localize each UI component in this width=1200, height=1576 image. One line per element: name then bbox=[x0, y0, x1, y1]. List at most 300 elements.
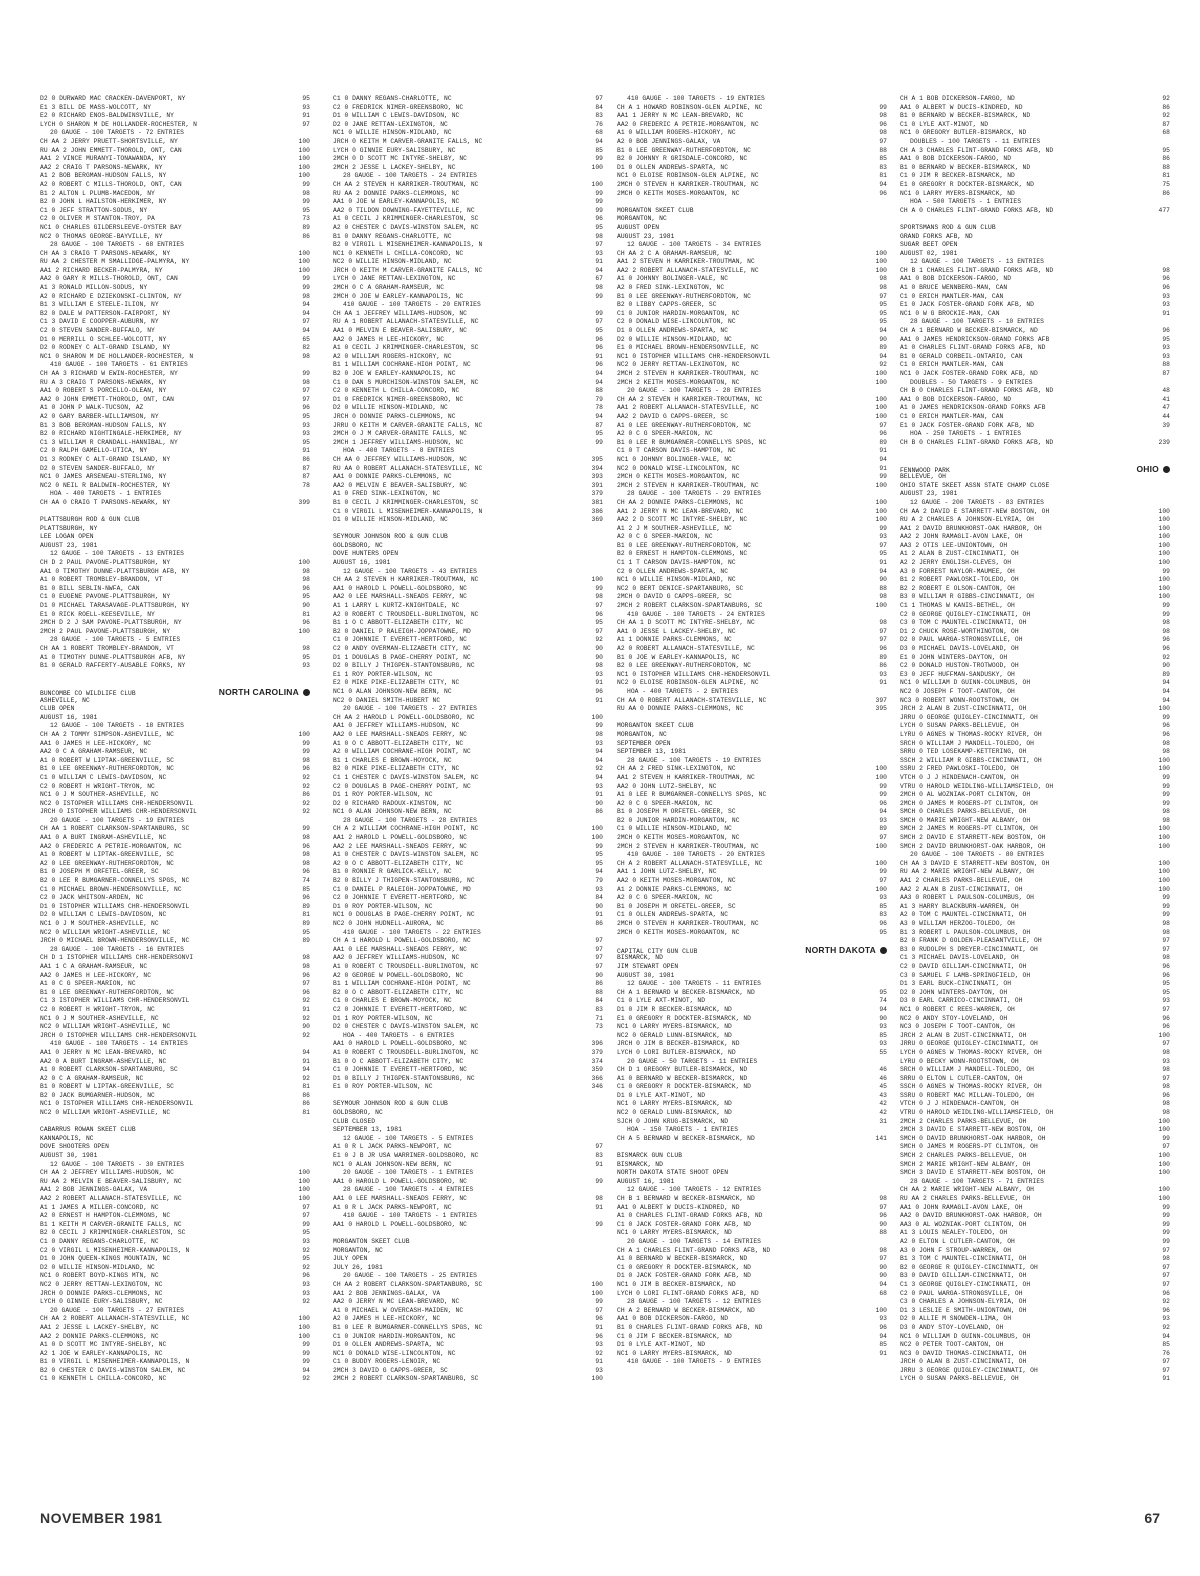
result-text: C1 0 JUNIOR HARDIN-MORGANTON, NC bbox=[333, 1332, 456, 1340]
result-row bbox=[617, 250, 887, 259]
result-text: C2 0 JACK WHITSON-ARDEN, NC bbox=[40, 894, 144, 902]
score: 395 bbox=[875, 705, 887, 713]
result-row bbox=[333, 791, 603, 800]
result-text: CH AA 2 MARIE WRIGHT-NEW ALBANY, OH bbox=[900, 1186, 1035, 1194]
result-text: CH B 1 CHARLES FLINT-GRAND FORKS AFB, ND bbox=[900, 266, 1054, 274]
result-text: A1 0 ROBERT W LIPTAK-GREENVILLE, SC bbox=[40, 756, 175, 764]
result-text: CH AA 2 FRED SINK-LEXINGTON, NC bbox=[617, 765, 736, 773]
result-row bbox=[900, 593, 1170, 602]
score: 93 bbox=[879, 894, 887, 902]
score: 93 bbox=[302, 1280, 310, 1288]
result-text: FENNWOOD PARK bbox=[900, 466, 950, 474]
result-row bbox=[900, 533, 1170, 542]
score: 31 bbox=[879, 1117, 887, 1125]
club-header-line bbox=[900, 473, 1170, 482]
event-header-line bbox=[333, 1169, 603, 1178]
result-row bbox=[333, 825, 603, 834]
result-row bbox=[900, 1169, 1170, 1178]
result-text: C2 0 GEORGE QUIGLEY-CINCINNATI, OH bbox=[900, 610, 1031, 618]
result-text: 2MCH 3 DAVID E STARRETT-NEW BOSTON, OH bbox=[900, 1126, 1046, 1134]
score: 98 bbox=[302, 378, 310, 386]
score: 91 bbox=[879, 447, 887, 455]
score: 94 bbox=[595, 868, 603, 876]
result-text: A1 0 BRUCE WENNBERG-MAN, CAN bbox=[900, 284, 1008, 292]
event-header-line bbox=[900, 430, 1170, 439]
result-text: A2 0 ROBERT C TROUSDELL-BURLINGTON, NC bbox=[333, 610, 479, 618]
result-row bbox=[900, 275, 1170, 284]
score: 100 bbox=[875, 498, 887, 506]
score: 93 bbox=[879, 816, 887, 824]
club-header-line bbox=[617, 224, 887, 233]
result-text: A1 0 CHARLES FLINT-GRAND FORKS AFB, ND bbox=[617, 1212, 763, 1220]
result-row bbox=[900, 671, 1170, 680]
result-text: C2 0 JOHNNIE T EVERETT-HERTFORD, NC bbox=[333, 894, 468, 902]
result-row bbox=[333, 318, 603, 327]
club-header-line bbox=[333, 533, 603, 542]
score: 99 bbox=[1162, 799, 1170, 807]
result-text: NC1 0 ROBERT C REES-WARREN, OH bbox=[900, 1005, 1015, 1013]
score: 95 bbox=[302, 206, 310, 214]
result-text: AUGUST 16, 1981 bbox=[333, 559, 391, 567]
score: 94 bbox=[879, 352, 887, 360]
score: 96 bbox=[879, 189, 887, 197]
result-row bbox=[900, 95, 1170, 104]
score: 100 bbox=[875, 765, 887, 773]
result-row bbox=[617, 636, 887, 645]
result-row bbox=[617, 929, 887, 938]
result-text: CH A 3 CHARLES FLINT-GRAND FORKS AFB, ND bbox=[900, 146, 1054, 154]
score: 96 bbox=[1162, 636, 1170, 644]
result-text: NC1 0 LARRY MYERS-BISMARCK, ND bbox=[617, 1023, 732, 1031]
score: 93 bbox=[1162, 292, 1170, 300]
result-text: D3 0 EARL CARRICO-CINCINNATI, OH bbox=[900, 997, 1023, 1005]
score: 92 bbox=[302, 1263, 310, 1271]
result-row bbox=[900, 963, 1170, 972]
result-row bbox=[617, 465, 887, 474]
state-name: NORTH CAROLINA bbox=[218, 686, 299, 697]
result-row bbox=[900, 688, 1170, 697]
result-row bbox=[900, 1049, 1170, 1058]
result-text: RU AA 2 CHESTER M SMALLIDGE-PALMYRA, NY bbox=[40, 258, 190, 266]
score: 100 bbox=[1158, 885, 1170, 893]
result-text: A1 1 LARRY L KURTZ-KNIGHTDALE, NC bbox=[333, 602, 460, 610]
result-row bbox=[900, 1212, 1170, 1221]
score: 94 bbox=[595, 773, 603, 781]
result-text: LYCH 0 LORI BUTLER-BISMARCK, ND bbox=[617, 1048, 736, 1056]
result-text: E1 0 ROY PORTER-WILSON, NC bbox=[333, 1083, 433, 1091]
score: 100 bbox=[591, 163, 603, 171]
result-row bbox=[900, 929, 1170, 938]
result-text: D1 0 MICHAEL TARASAVAGE-PLATTSBURGH, NY bbox=[40, 602, 190, 610]
result-row bbox=[333, 946, 603, 955]
spacer bbox=[40, 508, 310, 517]
result-row bbox=[40, 104, 310, 113]
result-text: 2MCH 3 DAVID G CAPPS-GREER, SC bbox=[333, 1366, 448, 1374]
result-text: NC1 0 ISTOPHER WILLIAMS CHR-HENDERSONVIL bbox=[617, 670, 771, 678]
result-text: AA1 0 HAROLD L POWELL-GOLDSBORO, NC bbox=[333, 584, 468, 592]
result-text: 2MCH 2 KEITH MOSES-MORGANTON, NC bbox=[617, 378, 740, 386]
score: 100 bbox=[875, 885, 887, 893]
club-header-line bbox=[333, 1109, 603, 1118]
result-text: C1 0 LYLE AXT-MINOT, ND bbox=[617, 997, 706, 1005]
score: 99 bbox=[1162, 1229, 1170, 1237]
result-text: JRCH 0 JIM B BECKER-BISMARCK, ND bbox=[617, 1040, 740, 1048]
club-header-line bbox=[333, 1126, 603, 1135]
result-row bbox=[617, 783, 887, 792]
score: 100 bbox=[875, 602, 887, 610]
score: 79 bbox=[595, 877, 603, 885]
event-header-line bbox=[617, 1238, 887, 1247]
result-text: A2 0 C A GRAHAM-RAMSEUR, NC bbox=[40, 1074, 144, 1082]
score: 93 bbox=[595, 670, 603, 678]
score: 100 bbox=[875, 395, 887, 403]
result-text: NC2 0 ISTOPHER WILLIAMS CHR-HENDERSONVIL bbox=[40, 799, 194, 807]
result-text: 410 GAUGE - 100 TARGETS - 20 ENTRIES bbox=[343, 301, 481, 309]
result-text: B1 0 VIRGIL L MISENHEIMER-KANNAPOLIS, N bbox=[40, 1358, 190, 1366]
score: 86 bbox=[1162, 103, 1170, 111]
score: 96 bbox=[879, 920, 887, 927]
result-text: SRCH 0 WILLIAM J MANDELL-TOLEDO, OH bbox=[900, 739, 1035, 747]
score: 100 bbox=[298, 155, 310, 163]
result-text: D1 0 LYLE AXT-MINOT, ND bbox=[617, 1341, 706, 1349]
result-text: A1 0 CECIL J KRIMMINGER-CHARLESTON, SC bbox=[333, 344, 479, 352]
result-row bbox=[900, 911, 1170, 920]
score: 91 bbox=[1162, 1375, 1170, 1383]
result-row bbox=[617, 379, 887, 388]
result-row bbox=[333, 1221, 603, 1230]
score: 99 bbox=[595, 198, 603, 206]
score: 98 bbox=[302, 645, 310, 652]
result-text: A2 0 BOB JENNINGS-GALAX, VA bbox=[617, 137, 721, 145]
result-row bbox=[617, 370, 887, 379]
result-text: A1 0 JOHNNY BOLINGER-VALE, NC bbox=[617, 275, 729, 283]
result-row bbox=[900, 190, 1170, 199]
result-text: AA1 2 BOB JENNINGS-GALAX, VA bbox=[40, 1186, 148, 1194]
score: 96 bbox=[595, 361, 603, 369]
result-text: C1 0 GREGORY R DOCKTER-BISMARCK, ND bbox=[617, 1263, 752, 1271]
score: 98 bbox=[302, 756, 310, 764]
result-text: C1 0 GREGORY R DOCKTER-BISMARCK, ND bbox=[617, 1083, 752, 1091]
result-text: NC2 0 BERT DENICE-SPARTANBURG, SC bbox=[617, 584, 744, 592]
score: 99 bbox=[302, 1358, 310, 1366]
score: 95 bbox=[1162, 988, 1170, 996]
result-text: C2 0 STEVEN SANDER-BUFFALO, NY bbox=[40, 327, 155, 335]
result-text: A1 2 ALAN B ZUST-CINCINNATI, OH bbox=[900, 550, 1019, 558]
result-row bbox=[617, 396, 887, 405]
result-row bbox=[900, 1264, 1170, 1273]
score: 97 bbox=[595, 602, 603, 610]
score: 92 bbox=[1162, 112, 1170, 120]
score: 96 bbox=[879, 645, 887, 652]
result-row bbox=[40, 937, 310, 946]
spacer bbox=[900, 215, 1170, 224]
result-row bbox=[900, 1040, 1170, 1049]
result-text: LEE LOGAN OPEN bbox=[40, 533, 94, 541]
result-row bbox=[900, 129, 1170, 138]
result-text: C1 0 LYLE AXT-MINOT, ND bbox=[900, 120, 989, 128]
score: 99 bbox=[595, 584, 603, 592]
result-row bbox=[617, 1247, 887, 1256]
result-row bbox=[617, 585, 887, 594]
score: 85 bbox=[1162, 1341, 1170, 1349]
result-row bbox=[40, 834, 310, 843]
result-row bbox=[333, 671, 603, 680]
score: 81 bbox=[302, 911, 310, 919]
result-row bbox=[617, 275, 887, 284]
result-text: 20 GAUGE - 100 TARGETS - 27 ENTRIES bbox=[50, 1306, 185, 1314]
result-text: E1 0 MICHAEL BROWN-HENDERSONVILLE, NC bbox=[617, 344, 759, 352]
result-row bbox=[617, 1212, 887, 1221]
score: 100 bbox=[875, 412, 887, 420]
event-header-line bbox=[333, 172, 603, 181]
result-text: SMCH 2 MARIE WRIGHT-NEW ALBANY, OH bbox=[900, 1160, 1031, 1168]
result-row bbox=[900, 301, 1170, 310]
club-header-line bbox=[617, 1152, 887, 1161]
result-text: NC2 0 WILLIAM WRIGHT-ASHEVILLE, NC bbox=[40, 928, 171, 936]
score: 96 bbox=[879, 1212, 887, 1220]
result-row bbox=[40, 198, 310, 207]
spacer bbox=[900, 456, 1170, 465]
result-text: NC1 0 WILLIAM D GUINN-COLUMBUS, OH bbox=[900, 679, 1031, 687]
score: 94 bbox=[302, 1366, 310, 1374]
result-text: AA1 2 JERRY N MC LEAN-BREVARD, NC bbox=[617, 507, 744, 515]
result-row bbox=[40, 1032, 310, 1041]
result-row bbox=[617, 499, 887, 508]
result-text: CH AA 2 DONNIE PARKS-CLEMMONS, NC bbox=[617, 498, 744, 506]
result-row bbox=[900, 774, 1170, 783]
result-text: E1 0 J B JR USA WARRINER-GOLDSBORO, NC bbox=[333, 1152, 479, 1160]
score: 94 bbox=[1162, 679, 1170, 687]
spacer bbox=[333, 525, 603, 534]
score: 100 bbox=[875, 842, 887, 850]
result-row bbox=[40, 215, 310, 224]
result-row bbox=[900, 516, 1170, 525]
result-row bbox=[617, 1341, 887, 1350]
event-header-line bbox=[617, 241, 887, 250]
score: 88 bbox=[595, 387, 603, 395]
score: 90 bbox=[879, 335, 887, 343]
club-header-line bbox=[40, 516, 310, 525]
result-row bbox=[900, 104, 1170, 113]
result-row bbox=[333, 714, 603, 723]
result-row bbox=[40, 1281, 310, 1290]
result-text: NC1 0 SHARON M DE HOLLANDER-ROCHESTER, N bbox=[40, 352, 194, 360]
result-text: MORGANTON SKEET CLUB bbox=[617, 722, 694, 730]
result-row bbox=[333, 1324, 603, 1333]
score: 97 bbox=[595, 95, 603, 102]
result-row bbox=[333, 112, 603, 121]
score: 83 bbox=[595, 1005, 603, 1013]
score: 91 bbox=[879, 679, 887, 687]
result-row bbox=[40, 353, 310, 362]
score: 96 bbox=[879, 430, 887, 438]
result-row bbox=[617, 473, 887, 482]
score: 99 bbox=[879, 868, 887, 876]
result-text: AUGUST 23, 1981 bbox=[617, 232, 675, 240]
result-text: JRCH 0 KEITH M CARVER-GRANITE FALLS, NC bbox=[333, 266, 483, 274]
result-text: RU A 3 CRAIG T PARSONS-NEWARK, NY bbox=[40, 378, 167, 386]
result-text: B2 0 GEORGE R QUIGLEY-CINCINNATI, OH bbox=[900, 1263, 1038, 1271]
result-text: NC1 0 LARRY MYERS-BISMARCK, ND bbox=[617, 1100, 732, 1108]
score: 99 bbox=[1162, 902, 1170, 910]
score: 98 bbox=[1162, 627, 1170, 635]
score: 99 bbox=[302, 739, 310, 747]
result-text: B1 0 JOSEPH M ORFETEL-GREER, SC bbox=[617, 808, 736, 816]
result-text: A2 0 RICHARD E DZIEKONSKI-CLINTON, NY bbox=[40, 292, 182, 300]
result-row bbox=[333, 95, 603, 104]
result-row bbox=[617, 112, 887, 121]
score: 98 bbox=[1162, 954, 1170, 962]
score: 85 bbox=[879, 155, 887, 163]
result-text: C2 0 OLIVER M STANTON-TROY, PA bbox=[40, 215, 155, 223]
event-header-line bbox=[900, 851, 1170, 860]
result-row bbox=[333, 1066, 603, 1075]
result-row bbox=[40, 439, 310, 448]
result-text: MORGANTON, NC bbox=[617, 215, 667, 223]
score: 97 bbox=[302, 120, 310, 128]
result-row bbox=[333, 611, 603, 620]
score: 96 bbox=[1162, 1091, 1170, 1099]
score: 366 bbox=[591, 1074, 603, 1082]
score: 359 bbox=[591, 1066, 603, 1074]
result-row bbox=[40, 387, 310, 396]
result-row bbox=[40, 233, 310, 242]
result-text: AA2 0 A BURT INGRAM-ASHEVILLE, NC bbox=[40, 1057, 167, 1065]
score: 97 bbox=[1162, 1358, 1170, 1366]
score: 90 bbox=[302, 1023, 310, 1031]
result-text: RU AA 2 DONNIE PARKS-CLEMMONS, NC bbox=[333, 189, 460, 197]
result-text: A3 0 FORREST NAYLOR-MAUMEE, OH bbox=[900, 567, 1015, 575]
result-text: D2 0 JOHN WINTERS-DAYTON, OH bbox=[900, 988, 1008, 996]
footer-month: NOVEMBER 1981 bbox=[40, 1510, 163, 1526]
score: 99 bbox=[1162, 1212, 1170, 1220]
result-row bbox=[900, 155, 1170, 164]
result-row bbox=[617, 1229, 887, 1238]
result-text: AA1 0 HAROLD L POWELL-GOLDSBORO, NC bbox=[333, 1220, 468, 1228]
result-text: A1 0 ROBERT C TROUSDELL-BURLINGTON, NC bbox=[333, 1048, 479, 1056]
result-text: CH AA 1 ROBERT TROMBLEY-BRANDON, VT bbox=[40, 645, 175, 652]
result-text: B1 0 JOSEPH M ORFETEL-GREER, SC bbox=[617, 902, 736, 910]
result-row bbox=[617, 447, 887, 456]
club-header-line bbox=[617, 954, 887, 963]
result-row bbox=[900, 181, 1170, 190]
score: 84 bbox=[595, 103, 603, 111]
result-row bbox=[900, 1315, 1170, 1324]
result-text: A1 2 J M SOUTHER-ASHEVILLE, NC bbox=[617, 524, 732, 532]
score: 81 bbox=[879, 172, 887, 180]
score: 98 bbox=[879, 129, 887, 137]
score: 92 bbox=[1162, 1298, 1170, 1306]
result-row bbox=[900, 877, 1170, 886]
result-row bbox=[40, 877, 310, 886]
result-text: 410 GAUGE - 100 TARGETS - 9 ENTRIES bbox=[627, 1358, 762, 1366]
score: 97 bbox=[595, 318, 603, 326]
result-row bbox=[333, 679, 603, 688]
result-text: C1 0 ERICH MANTLER-MAN, CAN bbox=[900, 412, 1004, 420]
result-text: CH A 2 WILLIAM COCHRANE-HIGH POINT, NC bbox=[333, 825, 479, 833]
score: 90 bbox=[879, 1220, 887, 1228]
result-text: 2MCH 0 STEVEN H KARRIKER-TROUTMAN, NC bbox=[617, 180, 759, 188]
result-row bbox=[900, 1032, 1170, 1041]
score: 92 bbox=[595, 1349, 603, 1357]
score: 100 bbox=[591, 1375, 603, 1383]
result-row bbox=[333, 190, 603, 199]
result-row bbox=[617, 568, 887, 577]
score: 99 bbox=[1162, 610, 1170, 618]
result-text: D1 0 BILLY J THIGPEN-STANTONSBURG, NC bbox=[333, 1074, 475, 1082]
result-row bbox=[900, 1229, 1170, 1238]
result-text: B3 0 RUDOLPH S DREYER-CINCINNATI, OH bbox=[900, 945, 1038, 953]
result-text: 12 GAUGE - 100 TARGETS - 13 ENTRIES bbox=[50, 550, 185, 558]
result-text: AA2 0 FREDERIC A PETRIE-MORGANTON, NC bbox=[40, 842, 182, 850]
result-row bbox=[40, 404, 310, 413]
result-row bbox=[900, 740, 1170, 749]
result-row bbox=[333, 138, 603, 147]
result-row bbox=[617, 172, 887, 181]
score: 97 bbox=[1162, 937, 1170, 945]
result-text: RU AA 0 ROBERT ALLANACH-STATESVILLE, NC bbox=[333, 464, 483, 472]
score: 85 bbox=[595, 146, 603, 154]
result-text: 2MCH 0 C A GRAHAM-RAMSEUR, NC bbox=[333, 284, 445, 292]
result-row bbox=[333, 1350, 603, 1359]
club-header-line bbox=[40, 1126, 310, 1135]
result-text: E1 0 JACK FOSTER-GRAND FORK AFB, ND bbox=[900, 301, 1035, 309]
result-text: DOVE SHOOTERS OPEN bbox=[40, 1143, 109, 1151]
result-row bbox=[900, 937, 1170, 946]
result-text: 28 GAUGE - 100 TARGETS - 5 ENTRIES bbox=[50, 636, 181, 644]
result-row bbox=[900, 404, 1170, 413]
result-text: B2 0 JOE W EARLEY-KANNAPOLIS, NC bbox=[333, 370, 456, 377]
score: 88 bbox=[1162, 361, 1170, 369]
result-text: B1 1 O C ABBOTT-ELIZABETH CITY, NC bbox=[333, 619, 464, 627]
result-text: 20 GAUGE - 100 TARGETS - 14 ENTRIES bbox=[627, 1237, 762, 1245]
score: 95 bbox=[879, 301, 887, 309]
score: 99 bbox=[302, 1349, 310, 1357]
result-text: 2MCH 0 KEITH MOSES-MORGANTON, NC bbox=[617, 189, 740, 197]
score: 94 bbox=[302, 1048, 310, 1056]
result-row bbox=[900, 1204, 1170, 1213]
result-row bbox=[617, 190, 887, 199]
result-text: NC1 0 W G BROCKIE-MAN, CAN bbox=[900, 309, 1000, 317]
result-row bbox=[333, 396, 603, 405]
score: 94 bbox=[302, 1066, 310, 1074]
state-name: NORTH DAKOTA bbox=[805, 944, 876, 955]
result-row bbox=[40, 1333, 310, 1342]
result-text: C2 0 DAVID GILLIAM-CINCINNATI, OH bbox=[900, 962, 1027, 970]
result-row bbox=[333, 508, 603, 517]
result-text: JRCH 2 ALAN B ZUST-CINCINNATI, OH bbox=[900, 705, 1027, 713]
result-text: A2 0 GEORGE W POWELL-GOLDSBORO, NC bbox=[333, 971, 464, 979]
result-row bbox=[900, 791, 1170, 800]
result-row bbox=[900, 1281, 1170, 1290]
result-row bbox=[40, 868, 310, 877]
result-text: A2 0 TOM C MAUNTEL-CINCINNATI, OH bbox=[900, 911, 1027, 919]
score: 99 bbox=[595, 155, 603, 163]
score: 93 bbox=[879, 670, 887, 678]
result-text: HOA - 500 TARGETS - 1 ENTRIES bbox=[910, 198, 1022, 206]
result-row bbox=[40, 791, 310, 800]
result-row bbox=[900, 585, 1170, 594]
result-row bbox=[40, 1324, 310, 1333]
result-row bbox=[333, 593, 603, 602]
result-row bbox=[333, 267, 603, 276]
score: 96 bbox=[302, 894, 310, 902]
score: 99 bbox=[595, 292, 603, 300]
result-text: NC3 0 DAVID THOMAS-CINCINNATI, OH bbox=[900, 1349, 1027, 1357]
club-header-line bbox=[40, 542, 310, 551]
result-row bbox=[617, 422, 887, 431]
result-text: D3 0 ANDY STOY-LOVELAND, OH bbox=[900, 1323, 1004, 1331]
